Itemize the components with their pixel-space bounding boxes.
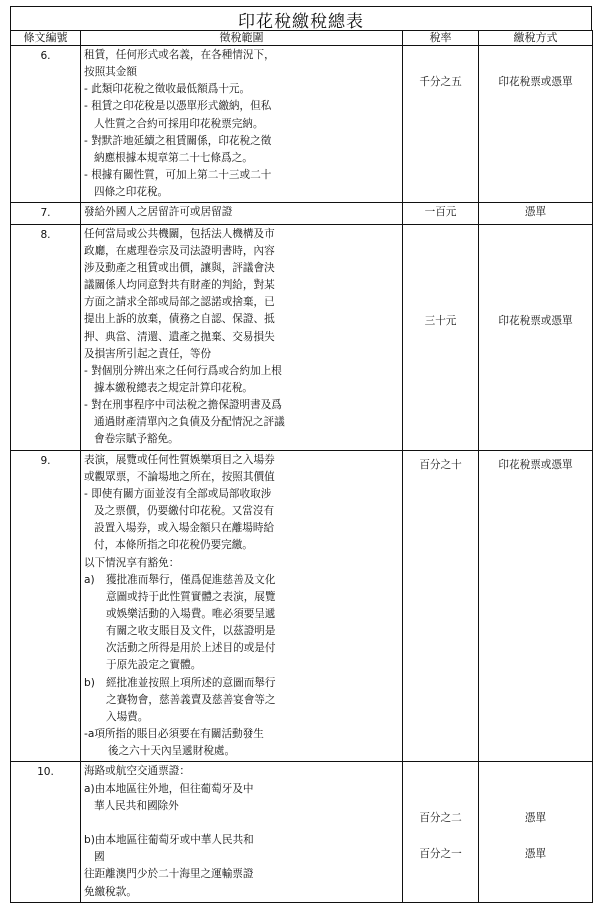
scope-line: 意圖或持于此性質實體之表演，展覽 — [106, 590, 276, 603]
exemption-mark: a) — [84, 573, 95, 586]
scope-line: 免繳稅款。 — [84, 885, 137, 898]
header-row — [11, 31, 593, 46]
scope-line: - 對在刑事程序中司法稅之擔保證明書及爲 — [84, 399, 282, 412]
scope-line: 涉及動產之租賃或出價，讓與，評議會決 — [84, 261, 275, 274]
table-row — [11, 450, 593, 762]
table-title: 印花稅繳稅總表 — [10, 6, 592, 31]
scope-line: 會卷宗賦予豁免。 — [94, 433, 179, 446]
tax-rate: 三十元 — [403, 224, 479, 450]
scope-line: 于原先設定之實體。 — [106, 659, 202, 672]
scope-line: - 租賃之印花稅是以憑單形式繳納，但私 — [84, 100, 272, 113]
header-tax-rate: 稅率 — [403, 31, 479, 46]
scope-line: - 對個別分辨出來之任何行爲或合約加上根 — [84, 364, 282, 377]
header-tax-scope: 徵稅範圍 — [81, 31, 403, 46]
scope-line: 租賃，任何形式或名義，在各種情況下， — [84, 49, 275, 61]
header-payment-method: 繳稅方式 — [479, 31, 593, 46]
scope-line: 按照其金額 — [84, 66, 137, 79]
scope-line: 押、典當、清還、遺產之拋棄、交易損失 — [84, 330, 275, 343]
table-row — [11, 762, 593, 902]
scope-line: 及損害所引起之責任，等份 — [84, 347, 212, 360]
scope-line: 入場費。 — [106, 710, 149, 723]
scope-line: 付，本條所指之印花稅仍要完繳。 — [94, 539, 253, 552]
scope-line: - 此類印花稅之徵收最低額爲十元。 — [84, 83, 251, 96]
tax-scope-cell — [81, 46, 403, 203]
table-row — [11, 224, 593, 450]
scope-line: 獲批准而舉行，僅爲促進慈善及文化 — [106, 573, 276, 586]
article-number: 9. — [11, 450, 81, 762]
scope-line: 提出上訴的放棄，債務之自認、保證、抵 — [84, 313, 275, 326]
scope-line: 發給外國人之居留許可或居留證 — [84, 206, 233, 219]
payment-method: 憑單 — [479, 203, 593, 224]
exemption-b — [84, 675, 399, 726]
scope-line: 有關之收支賬目及文件，以茲證明是 — [106, 625, 276, 638]
scope-line: 後之六十天內呈遞財稅處。 — [108, 745, 236, 758]
table-row — [11, 46, 593, 203]
payment-method: 印花稅票或憑單 — [479, 224, 593, 450]
tax-scope-cell — [81, 762, 403, 902]
payment-method — [479, 762, 593, 902]
payment-method: 印花稅票或憑單 — [479, 450, 593, 762]
scope-line: -a項所指的賬目必須要在有關活動發生 — [84, 728, 264, 741]
scope-line: 華人民共和國除外 — [94, 799, 179, 812]
exemption-a — [84, 572, 399, 675]
scope-line: 方面之請求全部或局部之認諾或捨棄，已 — [84, 296, 275, 309]
tax-rate: 一百元 — [403, 203, 479, 224]
exemption-mark: b) — [84, 676, 95, 689]
scope-line: 以下情況享有豁免： — [84, 556, 180, 569]
tax-rate — [403, 762, 479, 902]
scope-line: 四條之印花稅。 — [94, 186, 169, 199]
scope-line: 政廳，在處理卷宗及司法證明書時，內容 — [84, 244, 275, 257]
scope-line: 或娛樂活動的入場費。唯必須要呈遞 — [106, 608, 276, 620]
scope-line: 據本繳稅總表之規定計算印花稅。 — [94, 381, 253, 394]
scope-line: 設置入場券，或入場金額只在離場時給 — [94, 522, 275, 535]
stamp-duty-table — [10, 30, 593, 903]
scope-line: 國 — [94, 851, 105, 864]
tax-rate: 千分之五 — [403, 46, 479, 203]
scope-line: - 對默許地延續之租賃關係，印花稅之徵 — [84, 134, 272, 147]
payment-method-b: 憑單 — [524, 847, 547, 860]
header-article-number: 條文編號 — [11, 31, 81, 46]
tax-scope-cell — [81, 203, 403, 224]
scope-line: 納應根據本規章第二十七條爲之。 — [94, 151, 253, 164]
scope-line: - 即使有關方面並沒有全部或局部收取涉 — [84, 487, 272, 500]
scope-line: 經批准並按照上項所述的意圖而舉行 — [106, 676, 276, 689]
tax-rate-a: 百分之二 — [419, 812, 462, 825]
article-number: 8. — [11, 224, 81, 450]
scope-line: 往距離澳門少於二十海里之運輸票證 — [84, 868, 254, 881]
scope-line: 議關係人均同意對共有財產的判給，對某 — [84, 279, 275, 292]
tax-rate-b: 百分之一 — [419, 847, 462, 860]
scope-line: 次活動之所得是用於上述目的或是付 — [106, 642, 276, 655]
scope-line — [84, 815, 399, 832]
scope-line: - 根據有關性質，可加上第二十三或二十 — [84, 169, 272, 182]
scope-line: b)由本地區往葡萄牙或中華人民共和 — [84, 834, 254, 847]
scope-line: 或觀眾票，不論場地之所在，按照其價值 — [84, 470, 275, 483]
article-number: 6. — [11, 46, 81, 203]
scope-line: 通過財產清單內之負債及分配情況之評議 — [94, 416, 285, 429]
scope-line: 人性質之合約可採用印花稅票完納。 — [94, 117, 264, 130]
scope-line: 任何當局或公共機關，包括法人機構及市 — [84, 227, 275, 240]
payment-method: 印花稅票或憑單 — [479, 46, 593, 203]
table-row — [11, 203, 593, 224]
tax-rate: 百分之十 — [403, 450, 479, 762]
tax-scope-cell — [81, 450, 403, 762]
article-number: 10. — [11, 762, 81, 902]
scope-line: 及之票價，仍要繳付印花稅。又當沒有 — [94, 505, 275, 518]
scope-line: 海路或航空交通票證： — [84, 765, 190, 778]
scope-line: 之賽物會，慈善義賣及慈善宴會等之 — [106, 693, 276, 706]
tax-scope-cell — [81, 224, 403, 450]
scope-line: 表演，展覽或任何性質娛樂項目之入場券 — [84, 453, 275, 466]
payment-method-a: 憑單 — [524, 812, 547, 825]
article-number: 7. — [11, 203, 81, 224]
scope-line: a)由本地區往外地，但往葡萄牙及中 — [84, 782, 254, 795]
